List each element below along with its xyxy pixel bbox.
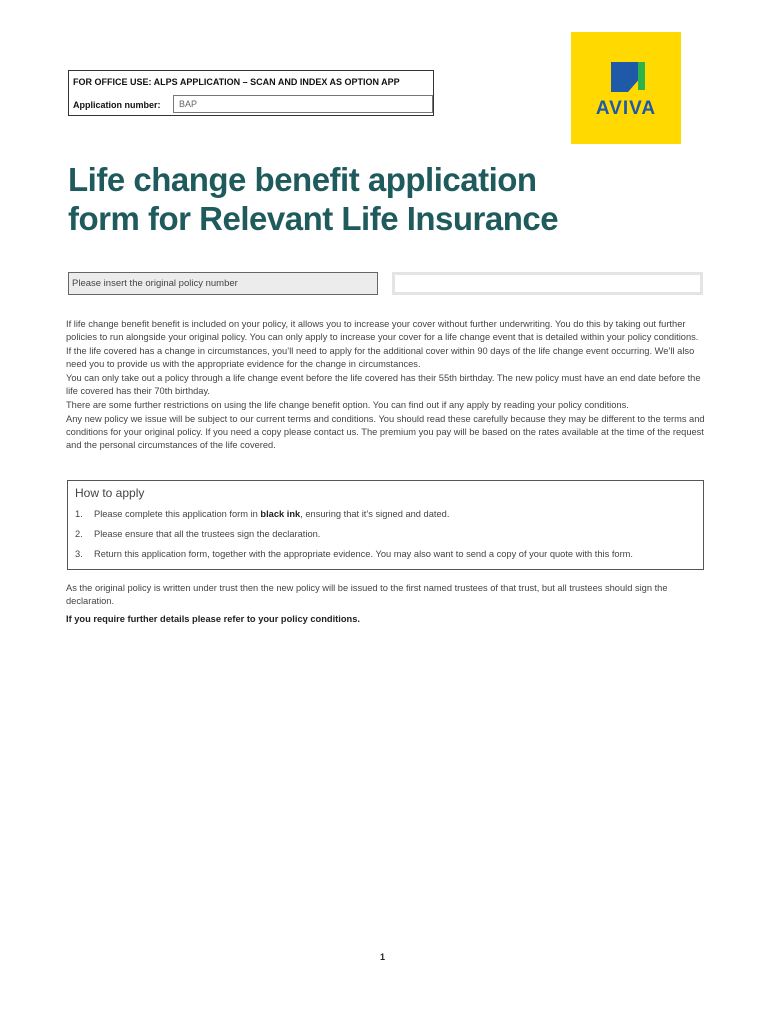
step-number: 1. — [75, 509, 83, 519]
intro-paragraph: If life change benefit benefit is included on your policy, it allows you to increase your cover without further underwriting. You do this by taking out further policies to run alongside your original policy. You can only apply to increase your cover for a life change event that is detailed within your policy conditions. — [66, 319, 699, 342]
application-number-field[interactable]: BAP — [173, 95, 433, 113]
original-policy-number-label: Please insert the original policy number — [68, 272, 378, 295]
original-policy-number-input[interactable] — [392, 272, 703, 295]
office-use-title: FOR OFFICE USE: ALPS APPLICATION – SCAN AND INDEX AS OPTION APP — [73, 77, 400, 87]
step-text: , ensuring that it’s signed and dated. — [300, 509, 450, 519]
aviva-wordmark: AVIVA — [595, 98, 657, 119]
step-text: Please complete this application form in — [94, 509, 261, 519]
step-item-2 — [75, 529, 320, 539]
step-text: Please ensure that all the trustees sign the declaration. — [94, 529, 321, 539]
aviva-logo — [571, 32, 681, 144]
how-to-apply-box — [67, 480, 704, 570]
intro-paragraph: If the life covered has a change in circumstances, you’ll need to apply for the additional cover within 90 days of the life change event occurring. We’ll also need you to provide us with the appropriate evidence for the change in circumstances. — [66, 346, 695, 369]
office-use-box — [68, 70, 434, 116]
intro-text — [66, 318, 706, 453]
page-title-line-1: Life change benefit application — [68, 161, 537, 198]
further-details-note: If you require further details please refer to your policy conditions. — [66, 614, 360, 624]
aviva-flag-icon — [571, 32, 681, 144]
intro-paragraph: You can only take out a policy through a life change event before the life covered has their 55th birthday. The new policy must have an end date before the life covered has their 70th birthday. — [66, 373, 701, 396]
page-number: 1 — [380, 952, 386, 962]
step-number: 2. — [75, 529, 83, 539]
step-item-1 — [75, 509, 449, 519]
step-number: 3. — [75, 549, 83, 559]
intro-paragraph: There are some further restrictions on using the life change benefit option. You can find out if any apply by reading your policy conditions. — [66, 400, 629, 410]
step-emphasis: black ink — [260, 509, 301, 519]
step-item-3 — [75, 549, 633, 559]
step-text: Return this application form, together with the appropriate evidence. You may also want to send a copy of your quote with this form. — [94, 549, 634, 559]
intro-paragraph: Any new policy we issue will be subject to our current terms and conditions. You should read these carefully because they may be different to the terms and conditions for your original policy. If you need a copy please contact us. The premium you pay will be based on the rates available at the time of the request and the personal circumstances of the life covered. — [66, 414, 705, 450]
trust-note: As the original policy is written under trust then the new policy will be issued to the first named trustees of that trust, but all trustees should sign the declaration. — [66, 583, 668, 606]
how-to-apply-title: How to apply — [75, 486, 145, 500]
page-title-line-2: form for Relevant Life Insurance — [68, 200, 559, 237]
application-number-label: Application number: — [73, 100, 161, 110]
page-title — [68, 160, 558, 238]
